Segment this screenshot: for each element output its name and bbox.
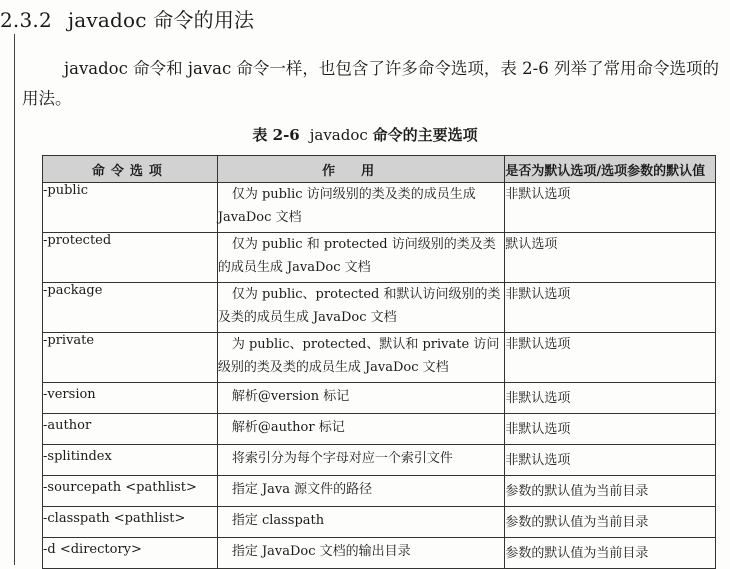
header-default: 是否为默认选项/选项参数的默认值 — [505, 156, 716, 183]
section-number: 2.3.2 — [0, 8, 52, 32]
purpose-text: 仅为 public 和 protected 访问级别的类及类的成员生成 JavaDoc 文档 — [217, 237, 496, 275]
option-cell: -author — [43, 414, 218, 445]
table-row — [43, 538, 716, 569]
table-body — [43, 183, 716, 569]
purpose-text: 解析@version 标记 — [231, 389, 350, 404]
option-cell: -version — [43, 383, 218, 414]
default-cell: 非默认选项 — [505, 183, 716, 233]
purpose-cell — [217, 538, 505, 569]
purpose-text: 指定 JavaDoc 文档的输出目录 — [231, 544, 411, 559]
purpose-cell — [217, 507, 505, 538]
option-cell: -sourcepath <pathlist> — [43, 476, 218, 507]
purpose-cell — [217, 233, 505, 283]
option-cell: -classpath <pathlist> — [43, 507, 218, 538]
purpose-cell — [217, 383, 505, 414]
page-edge-line — [14, 34, 15, 565]
purpose-cell — [217, 183, 505, 233]
default-cell: 参数的默认值为当前目录 — [505, 538, 716, 569]
purpose-text: 为 public、protected、默认和 private 访问级别的类及类的成员生成 JavaDoc 文档 — [217, 337, 500, 375]
table-row — [43, 383, 716, 414]
option-cell: -protected — [43, 233, 218, 283]
table-row — [43, 183, 716, 233]
default-cell: 非默认选项 — [505, 383, 716, 414]
purpose-text: 指定 Java 源文件的路径 — [231, 482, 373, 497]
option-cell: -splitindex — [43, 445, 218, 476]
option-cell: -private — [43, 333, 218, 383]
purpose-cell — [217, 283, 505, 333]
section-title: javadoc 命令的用法 — [67, 8, 255, 32]
option-cell: -package — [43, 283, 218, 333]
default-cell: 默认选项 — [505, 233, 716, 283]
table-caption-title — [310, 126, 478, 144]
option-cell: -public — [43, 183, 218, 233]
table-row — [43, 445, 716, 476]
table-caption-command: javadoc — [309, 126, 368, 144]
default-cell: 非默认选项 — [505, 414, 716, 445]
section-heading — [0, 4, 254, 33]
default-cell: 参数的默认值为当前目录 — [505, 507, 716, 538]
table-row — [43, 233, 716, 283]
table-row — [43, 507, 716, 538]
table-row — [43, 333, 716, 383]
header-option: 命令选项 — [43, 156, 218, 183]
purpose-text: 仅为 public、protected 和默认访问级别的类及类的成员生成 JavaDoc 文档 — [217, 287, 501, 325]
intro-paragraph: javadoc 命令和 javac 命令一样，也包含了许多命令选项，表 2-6 列举了常用命令选项的用法。 — [22, 59, 719, 108]
purpose-text: 仅为 public 访问级别的类及类的成员生成 JavaDoc 文档 — [217, 187, 476, 225]
option-cell: -d <directory> — [43, 538, 218, 569]
table-caption-rest: 命令的主要选项 — [372, 126, 478, 144]
default-cell: 参数的默认值为当前目录 — [505, 476, 716, 507]
purpose-cell — [217, 414, 505, 445]
table-row — [43, 414, 716, 445]
default-cell: 非默认选项 — [505, 445, 716, 476]
purpose-text: 将索引分为每个字母对应一个索引文件 — [231, 451, 453, 466]
purpose-text: 解析@author 标记 — [231, 420, 345, 435]
options-table — [42, 155, 716, 569]
purpose-cell — [217, 476, 505, 507]
default-cell: 非默认选项 — [505, 333, 716, 383]
table-caption-label: 表 2-6 — [252, 126, 300, 144]
table-caption — [0, 124, 730, 145]
header-purpose: 作用 — [217, 156, 505, 183]
table-row — [43, 283, 716, 333]
table-row — [43, 476, 716, 507]
purpose-cell — [217, 333, 505, 383]
purpose-text: 指定 classpath — [231, 513, 325, 528]
default-cell: 非默认选项 — [505, 283, 716, 333]
purpose-cell — [217, 445, 505, 476]
table-header-row — [43, 156, 716, 183]
